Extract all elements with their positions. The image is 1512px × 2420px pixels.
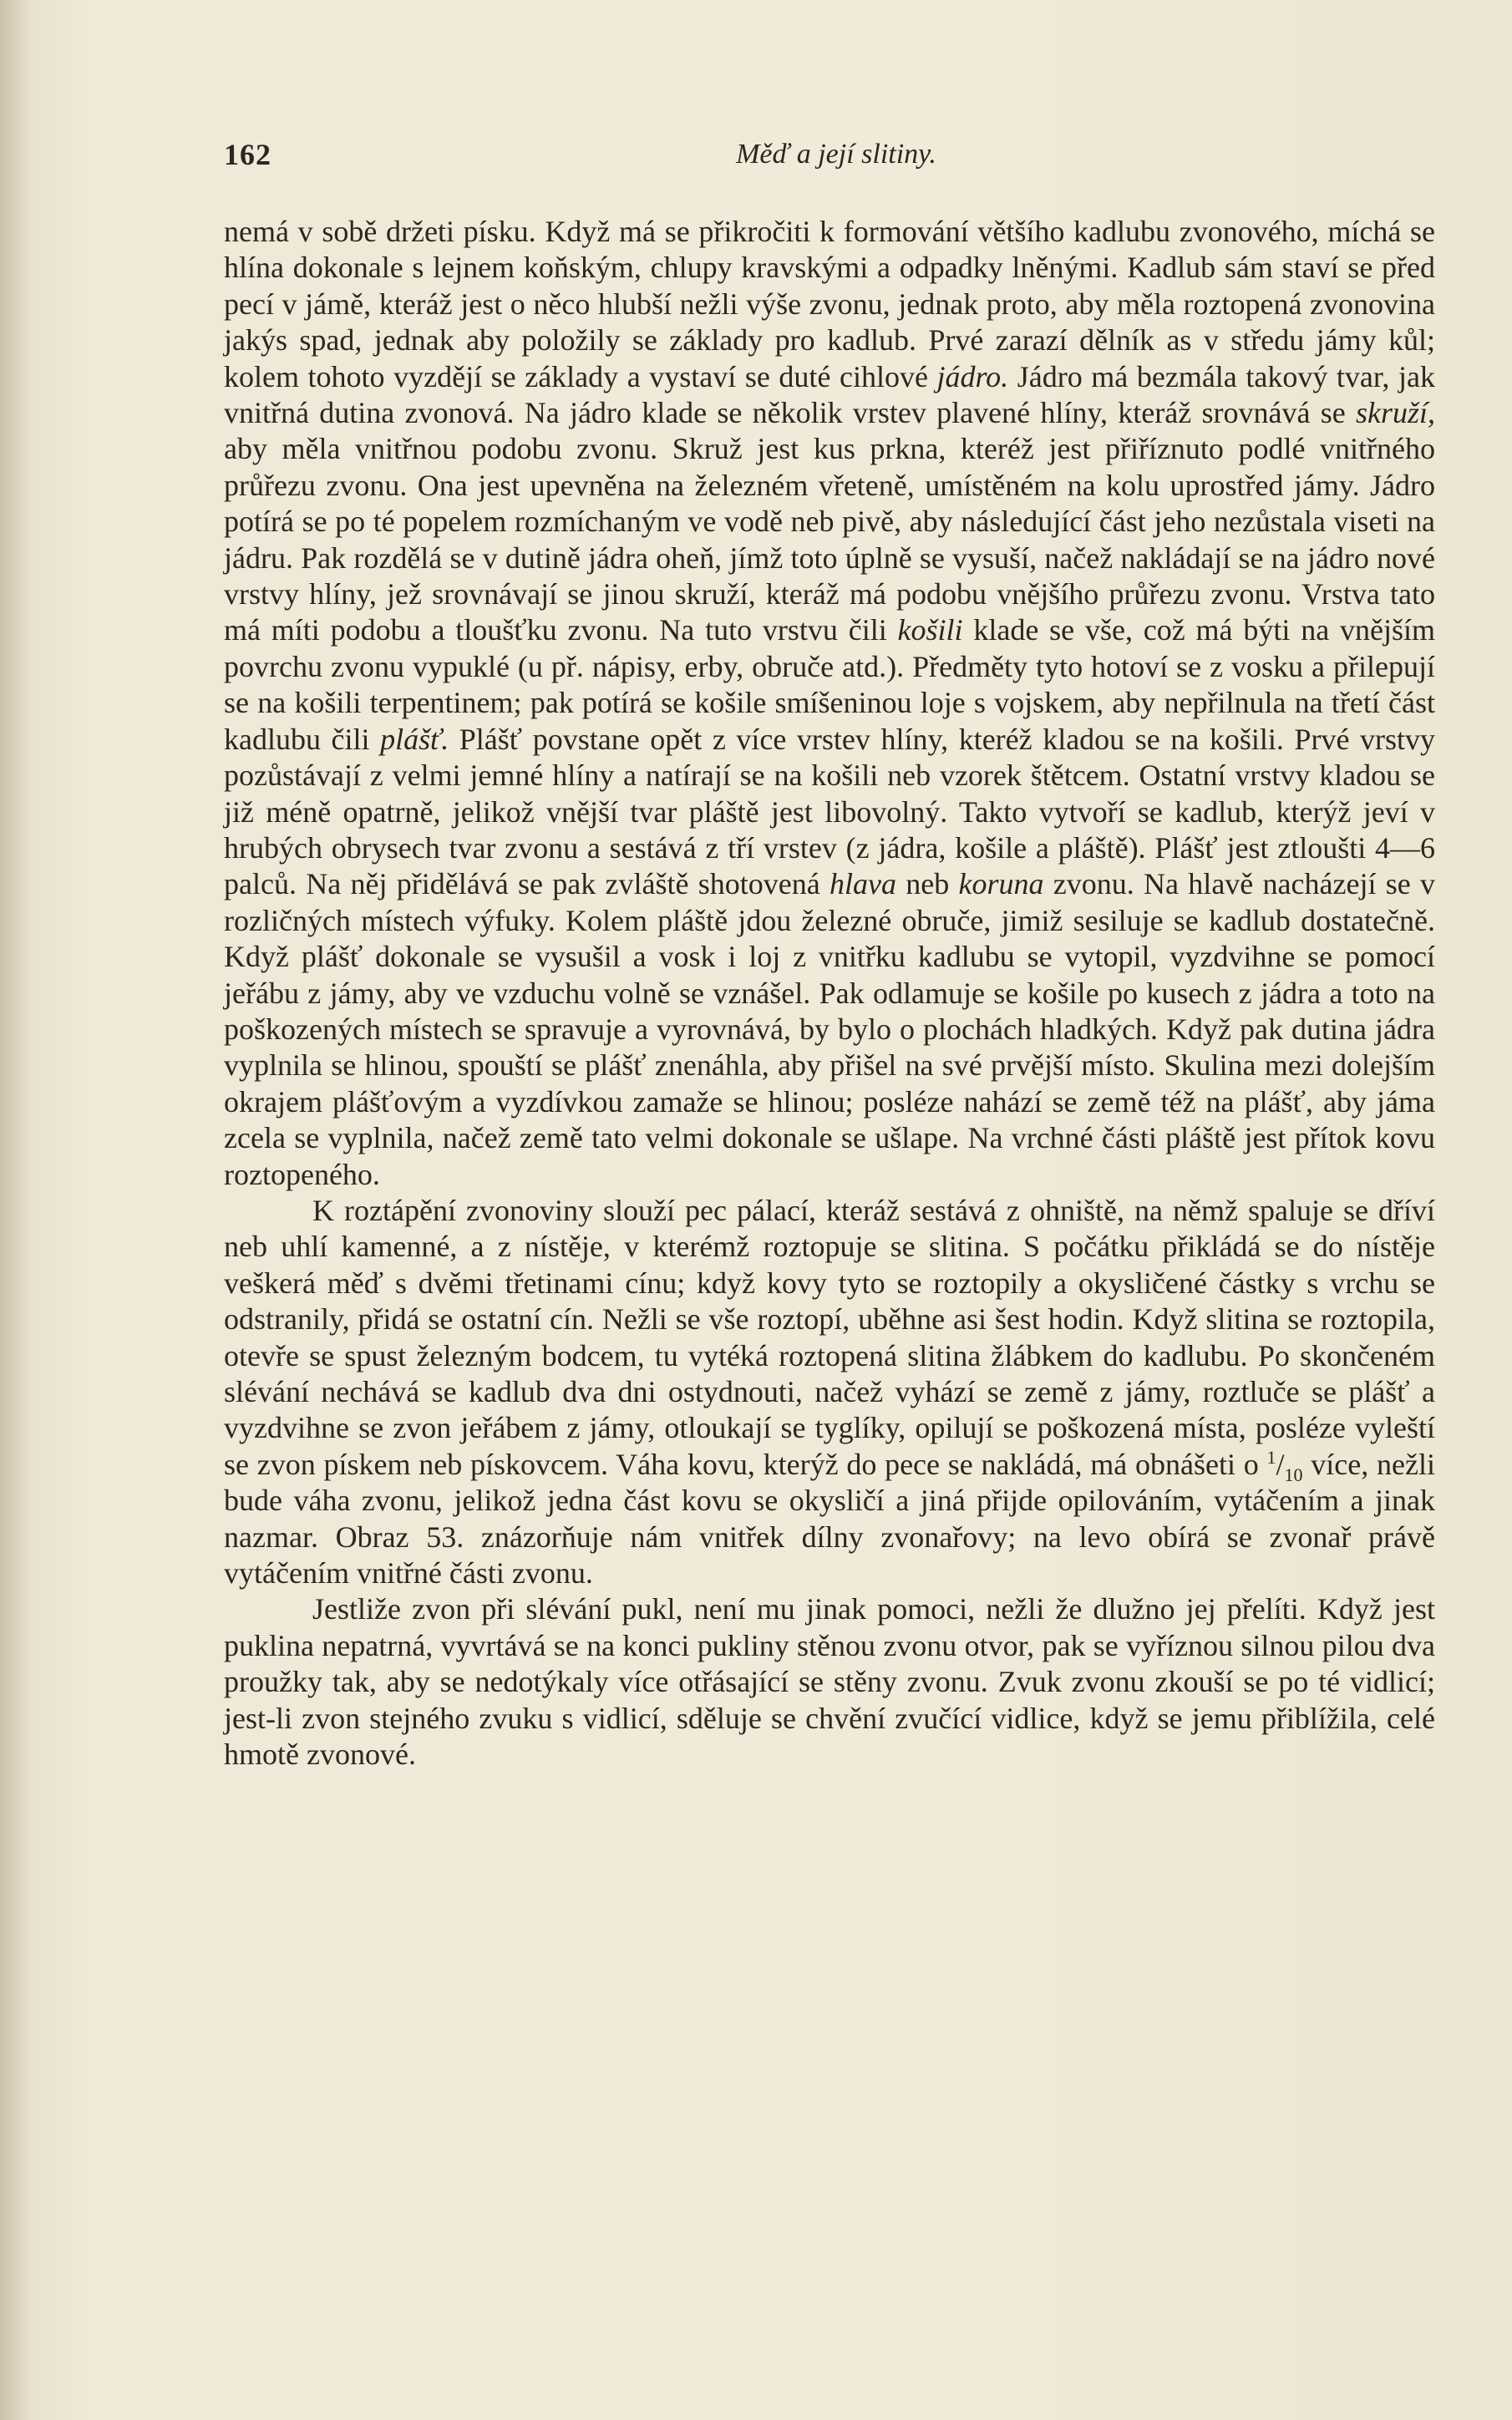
- text-run: Jestliže zvon při slévání pukl, není mu jinak pomoci, nežli že dlužno jej přelíti. Když jest puklina nepatrná, vyvrtává se na konci pukliny stěnou zvonu otvor, pak se vyříznou silnou pilou dva proužky tak, aby se nedotýkaly více otřásající se stěny zvonu. Zvuk zvonu zkouší se po té vidlicí; jest-li zvon stejného zvuku s vidlicí, sděluje se chvění zvučící vidlice, když se jemu přiblížila, celé hmotě zvonové.: [224, 1592, 1435, 1772]
- body-text: [224, 214, 1435, 1773]
- text-run: klade se vše, což má býti na vnějším povrchu zvonu vypuklé (u př. nápisy, erby, obruče atd.). Předměty tyto hotoví se z vosku a přilepují se na košili terpentinem; pak potírá se košile smíšeninou loje s vojskem, aby nepřilnula na třetí část kadlubu čili: [224, 613, 1435, 756]
- text-run: /: [1276, 1447, 1285, 1481]
- binding-shadow: [0, 0, 33, 2420]
- text-run: aby měla vnitřnou podobu zvonu. Skruž jest kus prkna, kteréž jest přiříznuto podlé vnitřného průřezu zvonu. Ona jest upevněna na železném vřeteně, umístěném na kolu uprostřed jámy. Jádro potírá se po té popelem rozmíchaným ve vodě neb pivě, aby následující část jeho nezůstala viseti na jádru. Pak rozdělá se v dutině jádra oheň, jímž toto úplně se vysuší, načež nakládají se na jádro nové vrstvy hlíny, jež srovnávají se jinou skruží, kteráž má podobu vnějšího průřezu zvonu. Vrstva tato má míti podobu a tloušťku zvonu. Na tuto vrstvu čili: [224, 432, 1435, 647]
- fraction-part: 10: [1284, 1464, 1303, 1485]
- italic-term: plášť.: [380, 722, 449, 756]
- paragraph: [224, 1193, 1435, 1591]
- page-number: 162: [224, 138, 271, 171]
- text-run: K roztápění zvonoviny slouží pec pálací, kteráž sestává z ohniště, na němž spaluje se dříví neb uhlí kamenné, a z nístěje, v kterémž roztopuje se slitina. S počátku přikládá se do nístěje veškerá měď s dvěmi třetinami cínu; když kovy tyto se roztopily a okysličené částky s vrchu se odstranily, přidá se ostatní cín. Nežli se vše roztopí, uběhne asi šest hodin. Když slitina se roztopila, otevře se spust železným bodcem, tu vytéká roztopená slitina žlábkem do kadlubu. Po skončeném slévání nechává se kadlub dva dni ostydnouti, načež vyhází se země z jámy, roztluče se plášť a vyzdvihne se zvon jeřábem z jámy, otloukají se tyglíky, opilují se poškozená místa, posléze vyleští se zvon pískem neb pískovcem. Váha kovu, kterýž do pece se nakládá, má obnášeti o: [224, 1193, 1435, 1481]
- italic-term: košili: [897, 613, 963, 647]
- paragraph: [224, 1591, 1435, 1773]
- text-run: více, nežli bude váha zvonu, jelikož jedna část kovu se okysličí a jiná přijde opilováním, vytáčením a jinak nazmar. Obraz 53. znázorňuje nám vnitřek dílny zvonařovy; na levo obírá se zvonař právě vytáčením vnitřné části zvonu.: [224, 1447, 1435, 1591]
- text-run: Plášť povstane opět z více vrstev hlíny, kteréž kladou se na košili. Prvé vrstvy pozůstávají z velmi jemné hlíny a natírají se na košili neb vzorek štětcem. Ostatní vrstvy kladou se již méně opatrně, jelikož vnější tvar pláště jest libovolný. Takto vytvoří se kadlub, kterýž jeví v hrubých obrysech tvar zvonu a sestává z tří vrstev (z jádra, košile a pláště). Plášť jest ztloušti 4—6 palců. Na něj přidělává se pak zvláště shotovená: [224, 722, 1435, 901]
- italic-term: hlava: [829, 867, 896, 901]
- italic-term: jádro.: [936, 359, 1009, 393]
- text-run: nemá v sobě držeti písku. Když má se přikročiti k formování většího kadlubu zvonového, míchá se hlína dokonale s lejnem koňským, chlupy kravskými a odpadky lněnými. Kadlub sám staví se před pecí v jámě, kteráž jest o něco hlubší nežli výše zvonu, jednak proto, aby měla roztopená zvonovina jakýs spad, jednak aby položily se základy pro kadlub. Prvé zarazí dělník as v středu jámy kůl; kolem tohoto vyzdějí se základy a vystaví se duté cihlové: [224, 215, 1435, 393]
- italic-term: skruží,: [1355, 396, 1435, 430]
- paragraph: [224, 214, 1435, 1193]
- italic-term: koruna: [958, 867, 1044, 901]
- text-run: neb: [896, 867, 959, 901]
- fraction-part: 1: [1266, 1446, 1276, 1468]
- page-header: [224, 137, 1449, 174]
- running-title: Měď a její slitiny.: [736, 139, 936, 170]
- text-run: Jádro má bezmála takový tvar, jak vnitřná dutina zvonová. Na jádro klade se několik vrstev plavené hlíny, kteráž srovnává se: [224, 359, 1435, 430]
- text-run: zvonu. Na hlavě nacházejí se v rozličných místech výfuky. Kolem pláště jdou železné obruče, jimiž sesiluje se kadlub dostatečně. Když plášť dokonale se vysušil a vosk i loj z vnitřku kadlubu se vytopil, vyzdvihne se pomocí jeřábu z jámy, aby ve vzduchu volně se vznášel. Pak odlamuje se košile po kusech z jádra a toto na poškozených místech se spravuje a vyrovnává, by bylo o plochách hladkých. Když pak dutina jádra vyplnila se hlinou, spouští se plášť znenáhla, aby přišel na své prvější místo. Skulina mezi dolejším okrajem plášťovým a vyzdívkou zamaže se hlinou; posléze nahází se země též na plášť, aby jáma zcela se vyplnila, načež země tato velmi dokonale se ušlape. Na vrchné části pláště jest přítok kovu roztopeného.: [224, 867, 1435, 1191]
